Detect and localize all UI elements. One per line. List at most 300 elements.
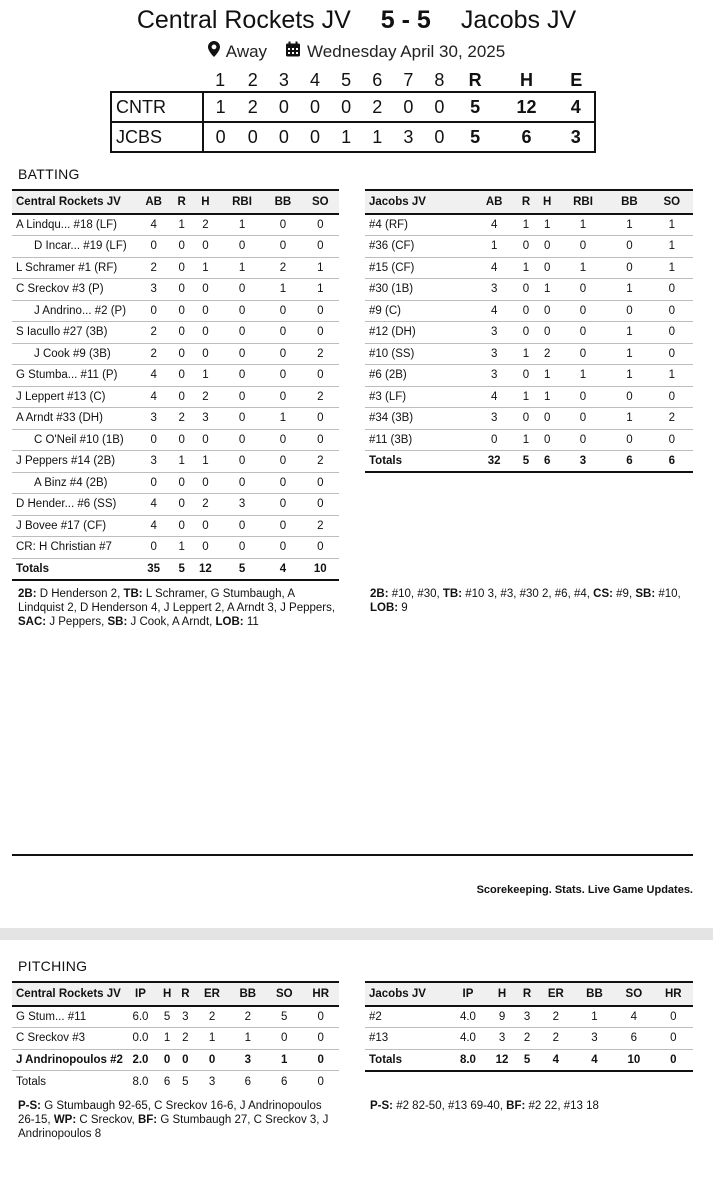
player-name: G Stum... #11: [12, 1006, 123, 1028]
table-row: [12, 1049, 339, 1071]
player-name: C Sreckov #3: [12, 1028, 123, 1050]
totals-cell: 5: [172, 558, 191, 580]
note-key: BF:: [506, 1100, 526, 1112]
stat-cell: 2: [537, 1006, 575, 1028]
note-value: G Stumbaugh 27, C Sreckov 3, J Andrinopoulos 8: [18, 1114, 329, 1140]
stat-cell: 2: [191, 494, 220, 516]
stat-cell: 0: [172, 300, 191, 322]
stat-cell: 0: [558, 236, 608, 258]
stat-cell: 0: [515, 300, 536, 322]
table-header-row: [365, 982, 693, 1006]
inning-score: 1: [331, 122, 362, 152]
stat-cell: 0: [302, 494, 339, 516]
stat-cell: 0: [172, 494, 191, 516]
table-row: [12, 279, 339, 301]
stat-cell: 0: [302, 236, 339, 258]
stat-cell: 0: [651, 279, 693, 301]
table-row: [12, 236, 339, 258]
totals-row: [12, 1071, 339, 1093]
table-row: [365, 343, 693, 365]
inning-header: 2: [247, 70, 258, 90]
column-header: R: [172, 190, 191, 214]
stat-cell: 1: [515, 214, 536, 236]
totals-cell: 6: [244, 1075, 251, 1088]
stat-cell: 0: [191, 236, 220, 258]
table-row: [12, 365, 339, 387]
stat-cell: 2: [176, 1028, 194, 1050]
stat-cell: 0: [264, 365, 301, 387]
stat-cell: 1: [515, 343, 536, 365]
player-name: #10 (SS): [365, 343, 473, 365]
stat-cell: 1: [473, 236, 515, 258]
player-name: A Binz #4 (2B): [12, 472, 135, 494]
home-batting-table: [12, 189, 339, 581]
stat-cell: 0: [558, 386, 608, 408]
inning-score: 2: [237, 92, 268, 122]
stat-cell: 2: [302, 515, 339, 537]
stat-cell: 0: [264, 429, 301, 451]
location-text: Away: [225, 41, 268, 61]
stat-cell: 0: [220, 365, 265, 387]
map-pin-icon: [208, 41, 220, 62]
stat-cell: 0: [264, 537, 301, 559]
linescore-e: 4: [558, 92, 595, 122]
player-name: #6 (2B): [365, 365, 473, 387]
player-name: #11 (3B): [365, 429, 473, 451]
stat-cell: 1: [575, 1006, 614, 1028]
stat-cell: 0: [135, 236, 172, 258]
column-header: HR: [654, 982, 693, 1006]
stat-cell: 0: [220, 386, 265, 408]
stat-cell: 0: [608, 386, 650, 408]
stat-cell: 9: [487, 1006, 517, 1028]
stat-cell: 0: [220, 236, 265, 258]
player-name: G Stumba... #11 (P): [12, 365, 135, 387]
table-row: [365, 386, 693, 408]
stat-cell: 0: [172, 386, 191, 408]
home-pitching-notes: [18, 1099, 340, 1141]
totals-cell: 0: [654, 1049, 693, 1071]
away-batting-table: [365, 189, 693, 473]
note-key: SAC:: [18, 616, 47, 628]
totals-cell: 6: [281, 1075, 288, 1088]
stat-cell: 1: [651, 257, 693, 279]
inning-score: 0: [331, 92, 362, 122]
inning-score: 1: [203, 92, 237, 122]
player-name: #2: [365, 1006, 449, 1028]
inning-header: 5: [341, 70, 352, 90]
note-key: BF:: [137, 1114, 158, 1126]
stat-cell: 0: [264, 214, 301, 236]
stat-cell: 1: [608, 322, 650, 344]
stat-cell: 0: [220, 429, 265, 451]
stat-cell: 2: [191, 386, 220, 408]
player-name: #15 (CF): [365, 257, 473, 279]
totals-cell: 32: [473, 451, 515, 473]
game-info: [0, 41, 713, 62]
stat-cell: 0: [172, 343, 191, 365]
player-name: #12 (DH): [365, 322, 473, 344]
player-name: #3 (LF): [365, 386, 473, 408]
table-row: [12, 1006, 339, 1028]
totals-cell: 3: [208, 1075, 216, 1088]
player-name: L Schramer #1 (RF): [12, 257, 135, 279]
batting-section-label: BATTING: [18, 166, 80, 182]
stat-cell: 0: [172, 236, 191, 258]
table-row: [12, 494, 339, 516]
stat-cell: 0: [537, 236, 558, 258]
stat-cell: 0: [220, 537, 265, 559]
player-name: #34 (3B): [365, 408, 473, 430]
stat-cell: 0: [264, 300, 301, 322]
note-key: P-S:: [18, 1100, 41, 1112]
note-key: 2B:: [18, 588, 37, 600]
stat-cell: 0: [302, 300, 339, 322]
table-row: [365, 429, 693, 451]
table-header-row: [12, 190, 339, 214]
stat-cell: 0: [191, 300, 220, 322]
totals-cell: 8.0: [132, 1075, 149, 1088]
inning-score: 0: [203, 122, 237, 152]
note-value: G Stumbaugh 92-65, C Sreckov 16-6, J Andrinopoulos 26-15,: [18, 1100, 322, 1126]
column-header: SO: [302, 190, 339, 214]
stat-cell: 2: [537, 343, 558, 365]
stat-cell: 1: [172, 537, 191, 559]
calendar-icon: [285, 41, 301, 62]
player-name: CR: H Christian #7: [12, 537, 135, 559]
stat-cell: 0: [558, 408, 608, 430]
stat-cell: 2: [194, 1006, 229, 1028]
table-row: [12, 472, 339, 494]
inning-header: 6: [372, 70, 383, 90]
stat-cell: 3: [575, 1028, 614, 1050]
inning-header: 8: [434, 70, 445, 90]
stat-cell: 0: [135, 472, 172, 494]
stat-cell: 0: [220, 300, 265, 322]
inning-score: 0: [299, 122, 330, 152]
stat-cell: 3: [135, 408, 172, 430]
stat-cell: 4: [135, 214, 172, 236]
home-pitching-table: [12, 981, 339, 1092]
stat-cell: 0: [220, 279, 265, 301]
totals-cell: 5: [517, 1049, 537, 1071]
stat-cell: 2.0: [123, 1049, 158, 1071]
stat-cell: 3: [135, 279, 172, 301]
stat-cell: 0: [558, 343, 608, 365]
table-header-row: [12, 982, 339, 1006]
stat-cell: 1: [266, 1049, 302, 1071]
stat-cell: 1: [172, 451, 191, 473]
table-row: [12, 515, 339, 537]
stat-cell: 0: [473, 429, 515, 451]
column-header: ER: [537, 982, 575, 1006]
final-score: 5 - 5: [380, 6, 431, 34]
stat-cell: 2: [302, 451, 339, 473]
totals-cell: 10: [302, 558, 339, 580]
stat-cell: 0: [537, 408, 558, 430]
divider: [12, 854, 693, 856]
stat-cell: 2: [172, 408, 191, 430]
stat-cell: 0: [302, 214, 339, 236]
column-header: BB: [264, 190, 301, 214]
stat-cell: 0: [558, 279, 608, 301]
note-value: D Henderson 2,: [36, 588, 124, 600]
stat-cell: 0: [220, 451, 265, 473]
totals-cell: 5: [182, 1075, 189, 1088]
stat-cell: 0: [302, 1006, 339, 1028]
note-value: #10 3, #3, #30 2, #6, #4,: [462, 588, 594, 600]
team-column-header: Central Rockets JV: [12, 190, 135, 214]
stat-cell: 3: [473, 343, 515, 365]
stat-cell: 1: [515, 429, 536, 451]
player-name: D Incar... #19 (LF): [12, 236, 135, 258]
stat-cell: 2: [135, 322, 172, 344]
stat-cell: 0: [651, 386, 693, 408]
stat-cell: 0: [264, 494, 301, 516]
stat-cell: 0: [264, 386, 301, 408]
inning-score: 0: [299, 92, 330, 122]
stat-cell: 1: [515, 386, 536, 408]
stat-cell: 2: [191, 214, 220, 236]
inning-score: 0: [424, 92, 455, 122]
home-batting-notes: [18, 587, 340, 629]
runs-header: R: [468, 70, 482, 90]
table-row: [365, 322, 693, 344]
note-key: LOB:: [370, 602, 399, 614]
stat-cell: 0: [302, 537, 339, 559]
pitching-section-label: PITCHING: [18, 958, 88, 974]
note-key: SB:: [635, 588, 656, 600]
stat-cell: 1: [194, 1028, 229, 1050]
stat-cell: 3: [220, 494, 265, 516]
stat-cell: 1: [558, 214, 608, 236]
note-key: 2B:: [370, 588, 389, 600]
score-title: [0, 6, 713, 35]
stat-cell: 0: [191, 322, 220, 344]
game-header: [0, 6, 713, 62]
note-value: J Cook, A Arndt,: [127, 616, 216, 628]
totals-row: [365, 1049, 693, 1071]
totals-cell: 6: [163, 1075, 171, 1088]
table-row: [365, 257, 693, 279]
inning-score: 0: [393, 92, 424, 122]
away-team-name: Jacobs JV: [460, 6, 577, 34]
table-row: [365, 300, 693, 322]
player-name: J Bovee #17 (CF): [12, 515, 135, 537]
stat-cell: 0: [302, 408, 339, 430]
column-header: IP: [449, 982, 487, 1006]
stat-cell: 2: [517, 1028, 537, 1050]
linescore-table: [110, 70, 596, 153]
stat-cell: 4: [135, 386, 172, 408]
player-name: D Hender... #6 (SS): [12, 494, 135, 516]
stat-cell: 0: [176, 1049, 194, 1071]
stat-cell: 0: [515, 408, 536, 430]
tagline: Scorekeeping. Stats. Live Game Updates.: [476, 884, 693, 896]
stat-cell: 1: [220, 214, 265, 236]
column-header: RBI: [220, 190, 265, 214]
table-row: [12, 451, 339, 473]
stat-cell: 0: [264, 472, 301, 494]
stat-cell: 0: [220, 322, 265, 344]
column-header: BB: [608, 190, 650, 214]
linescore-e: 3: [558, 122, 595, 152]
stat-cell: 1: [608, 408, 650, 430]
note-key: TB:: [123, 588, 143, 600]
stat-cell: 0: [220, 472, 265, 494]
stat-cell: 2: [302, 343, 339, 365]
player-name: J Cook #9 (3B): [12, 343, 135, 365]
table-header-row: [365, 190, 693, 214]
inning-header: 3: [278, 70, 289, 90]
note-key: P-S:: [370, 1100, 393, 1112]
stat-cell: 0: [191, 429, 220, 451]
player-name: A Arndt #33 (DH): [12, 408, 135, 430]
totals-cell: 3: [558, 451, 608, 473]
totals-cell: 4: [575, 1049, 614, 1071]
stat-cell: 1: [264, 408, 301, 430]
stat-cell: 0: [220, 408, 265, 430]
stat-cell: 4: [135, 494, 172, 516]
stat-cell: 1: [515, 257, 536, 279]
inning-header: 7: [403, 70, 414, 90]
table-row: [12, 386, 339, 408]
stat-cell: 1: [651, 236, 693, 258]
hits-header: H: [519, 70, 533, 90]
stat-cell: 0: [515, 236, 536, 258]
stat-cell: 0.0: [123, 1028, 158, 1050]
date-info: [285, 41, 505, 62]
inning-score: 0: [268, 92, 299, 122]
inning-score: 0: [424, 122, 455, 152]
totals-cell: 8.0: [449, 1049, 487, 1071]
note-value: 9: [398, 602, 408, 614]
table-row: [12, 1028, 339, 1050]
stat-cell: 0: [302, 365, 339, 387]
player-name: #9 (C): [365, 300, 473, 322]
stat-cell: 1: [537, 365, 558, 387]
stat-cell: 0: [558, 300, 608, 322]
inning-header: 1: [215, 70, 226, 90]
table-row: [365, 236, 693, 258]
column-header: RBI: [558, 190, 608, 214]
note-key: SB:: [107, 616, 128, 628]
column-header: SO: [614, 982, 653, 1006]
stat-cell: 1: [172, 214, 191, 236]
inning-score: 0: [268, 122, 299, 152]
stat-cell: 0: [264, 236, 301, 258]
stat-cell: 0: [608, 300, 650, 322]
stat-cell: 1: [191, 257, 220, 279]
stat-cell: 1: [220, 257, 265, 279]
linescore-row: [111, 122, 595, 152]
away-pitching-table: [365, 981, 693, 1072]
stat-cell: 2: [135, 343, 172, 365]
stat-cell: 0: [172, 472, 191, 494]
stat-cell: 0: [654, 1028, 693, 1050]
stat-cell: 0: [172, 365, 191, 387]
stat-cell: 1: [158, 1028, 176, 1050]
column-header: AB: [135, 190, 172, 214]
stat-cell: 0: [264, 322, 301, 344]
linescore-r: 5: [455, 92, 495, 122]
stat-cell: 5: [266, 1006, 302, 1028]
linescore-header-row: [111, 70, 595, 92]
column-header: SO: [266, 982, 302, 1006]
column-header: R: [176, 982, 194, 1006]
note-value: #9,: [612, 588, 636, 600]
column-header: R: [517, 982, 537, 1006]
table-row: [12, 537, 339, 559]
away-batting-notes: [370, 587, 695, 615]
totals-cell: 4: [537, 1049, 575, 1071]
stat-cell: 0: [302, 1049, 339, 1071]
player-name: #13: [365, 1028, 449, 1050]
home-team-name: Central Rockets JV: [136, 6, 351, 34]
stat-cell: 1: [537, 214, 558, 236]
stat-cell: 0: [651, 300, 693, 322]
note-value: #10,: [655, 588, 681, 600]
stat-cell: 0: [651, 429, 693, 451]
stat-cell: 5: [158, 1006, 176, 1028]
column-header: BB: [575, 982, 614, 1006]
stat-cell: 0: [135, 300, 172, 322]
stat-cell: 3: [473, 365, 515, 387]
stat-cell: 1: [191, 365, 220, 387]
linescore-h: 6: [495, 122, 557, 152]
totals-label: Totals: [365, 451, 473, 473]
table-row: [12, 214, 339, 236]
table-row: [365, 1028, 693, 1050]
table-row: [365, 214, 693, 236]
player-name: J Peppers #14 (2B): [12, 451, 135, 473]
table-row: [365, 408, 693, 430]
stat-cell: 2: [302, 386, 339, 408]
stat-cell: 0: [537, 300, 558, 322]
totals-cell: 6: [651, 451, 693, 473]
column-header: H: [191, 190, 220, 214]
column-header: H: [158, 982, 176, 1006]
table-row: [365, 279, 693, 301]
stat-cell: 0: [135, 537, 172, 559]
table-row: [12, 429, 339, 451]
stat-cell: 4: [473, 300, 515, 322]
stat-cell: 0: [608, 257, 650, 279]
stat-cell: 4: [473, 257, 515, 279]
column-header: AB: [473, 190, 515, 214]
totals-cell: 5: [220, 558, 265, 580]
player-name: #36 (CF): [365, 236, 473, 258]
totals-cell: 0: [317, 1075, 324, 1088]
stat-cell: 0: [537, 429, 558, 451]
totals-cell: 12: [191, 558, 220, 580]
stat-cell: 0: [302, 1028, 339, 1050]
stat-cell: 1: [191, 451, 220, 473]
date-text: Wednesday April 30, 2025: [307, 41, 506, 61]
totals-cell: 6: [537, 451, 558, 473]
totals-cell: 5: [515, 451, 536, 473]
totals-label: Totals: [12, 558, 135, 580]
linescore-team: JCBS: [111, 122, 203, 152]
stat-cell: 0: [651, 343, 693, 365]
stat-cell: 0: [302, 322, 339, 344]
stat-cell: 1: [651, 214, 693, 236]
table-row: [12, 300, 339, 322]
stat-cell: 3: [230, 1049, 266, 1071]
stat-cell: 0: [558, 429, 608, 451]
column-header: SO: [651, 190, 693, 214]
table-row: [12, 408, 339, 430]
